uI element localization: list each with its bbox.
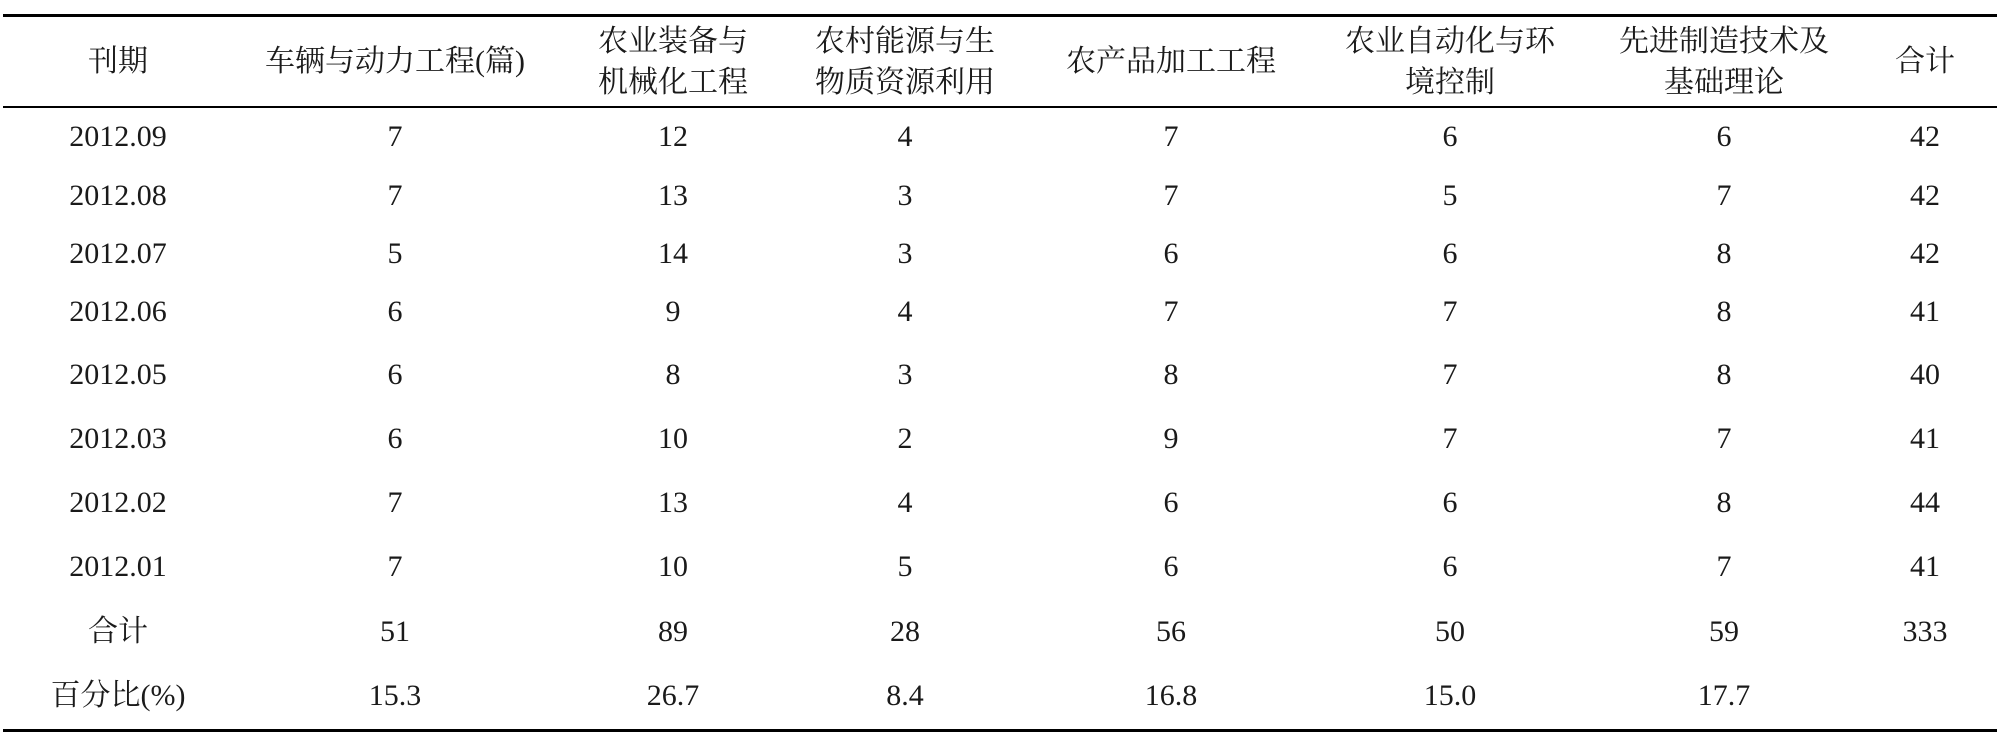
column-header bbox=[1584, 17, 1864, 106]
row-label-cell: 2012.01 bbox=[69, 550, 167, 583]
row-label-cell: 百分比(%) bbox=[50, 679, 186, 712]
table-cell: 41 bbox=[1910, 295, 1940, 328]
table-cell: 6 bbox=[1442, 120, 1458, 153]
table-cell: 5 bbox=[387, 237, 403, 270]
table-cell: 41 bbox=[1910, 422, 1940, 455]
column-header-line: 物质资源利用 bbox=[815, 65, 995, 99]
table-cell: 14 bbox=[658, 237, 688, 270]
table-cell: 17.7 bbox=[1697, 679, 1751, 712]
column-header bbox=[1320, 17, 1580, 106]
table-cell: 7 bbox=[387, 120, 403, 153]
table-cell: 6 bbox=[1442, 486, 1458, 519]
column-header-line: 农业自动化与环 bbox=[1345, 24, 1555, 58]
table-cell: 3 bbox=[897, 358, 913, 391]
table-cell: 7 bbox=[387, 179, 403, 212]
table-cell: 56 bbox=[1156, 615, 1186, 648]
table-cell: 8 bbox=[1716, 358, 1732, 391]
table-cell: 7 bbox=[1442, 422, 1458, 455]
column-header-line: 合计 bbox=[1895, 45, 1955, 78]
table-cell: 28 bbox=[890, 615, 920, 648]
table-cell: 10 bbox=[658, 422, 688, 455]
table-cell: 89 bbox=[658, 615, 688, 648]
table-cell: 9 bbox=[1163, 422, 1179, 455]
table-cell: 7 bbox=[1442, 295, 1458, 328]
table-cell: 51 bbox=[380, 615, 410, 648]
column-header bbox=[795, 17, 1015, 106]
table-cell: 6 bbox=[1442, 237, 1458, 270]
column-header bbox=[1041, 17, 1301, 106]
table-cell: 7 bbox=[1442, 358, 1458, 391]
table-cell: 5 bbox=[1442, 179, 1458, 212]
table-cell: 15.3 bbox=[368, 679, 422, 712]
table-cell: 13 bbox=[658, 486, 688, 519]
table-cell: 6 bbox=[1716, 120, 1732, 153]
table-cell: 12 bbox=[658, 120, 688, 153]
table-header-rule bbox=[3, 106, 1997, 108]
row-label-cell: 2012.05 bbox=[69, 358, 167, 391]
table-cell: 8 bbox=[1716, 237, 1732, 270]
table-cell: 7 bbox=[1163, 179, 1179, 212]
table-cell: 7 bbox=[1716, 422, 1732, 455]
table-cell: 15.0 bbox=[1423, 679, 1477, 712]
table-cell: 3 bbox=[897, 179, 913, 212]
table-cell: 59 bbox=[1709, 615, 1739, 648]
row-label-cell: 2012.09 bbox=[69, 120, 167, 153]
table-cell: 8 bbox=[1716, 486, 1732, 519]
table-cell: 44 bbox=[1910, 486, 1940, 519]
table-cell: 6 bbox=[387, 422, 403, 455]
column-header-line: 农业装备与 bbox=[598, 24, 748, 58]
table-cell: 8.4 bbox=[886, 679, 924, 712]
table-cell: 8 bbox=[665, 358, 681, 391]
table-cell: 2 bbox=[897, 422, 913, 455]
table-cell: 7 bbox=[387, 550, 403, 583]
row-label-cell: 2012.03 bbox=[69, 422, 167, 455]
table-cell: 13 bbox=[658, 179, 688, 212]
table-cell: 6 bbox=[1442, 550, 1458, 583]
column-header-line: 车辆与动力工程(篇) bbox=[265, 45, 525, 78]
table-cell: 16.8 bbox=[1144, 679, 1198, 712]
column-header bbox=[245, 17, 545, 106]
column-header-line: 刊期 bbox=[88, 45, 148, 78]
table-bottom-rule bbox=[3, 729, 1997, 732]
column-header-line: 先进制造技术及 bbox=[1619, 24, 1829, 58]
column-header-line: 机械化工程 bbox=[598, 65, 748, 99]
table-cell: 9 bbox=[665, 295, 681, 328]
row-label-cell: 2012.02 bbox=[69, 486, 167, 519]
table-cell: 6 bbox=[1163, 486, 1179, 519]
table-cell: 3 bbox=[897, 237, 913, 270]
table-cell: 6 bbox=[387, 295, 403, 328]
table-cell: 42 bbox=[1910, 179, 1940, 212]
row-label-cell: 2012.06 bbox=[69, 295, 167, 328]
table-cell: 26.7 bbox=[646, 679, 700, 712]
table-cell: 7 bbox=[1716, 550, 1732, 583]
table-cell: 333 bbox=[1902, 615, 1948, 648]
table-cell: 7 bbox=[1163, 120, 1179, 153]
column-header bbox=[8, 17, 228, 106]
table-cell: 50 bbox=[1435, 615, 1465, 648]
table-cell: 10 bbox=[658, 550, 688, 583]
table-cell: 8 bbox=[1163, 358, 1179, 391]
column-header-line: 基础理论 bbox=[1664, 65, 1784, 99]
table-cell: 7 bbox=[387, 486, 403, 519]
table-cell: 6 bbox=[1163, 237, 1179, 270]
table-cell: 4 bbox=[897, 120, 913, 153]
table-cell: 6 bbox=[387, 358, 403, 391]
row-label-cell: 合计 bbox=[88, 615, 148, 648]
column-header bbox=[1865, 17, 1985, 106]
table-cell: 4 bbox=[897, 295, 913, 328]
table-cell: 5 bbox=[897, 550, 913, 583]
column-header bbox=[563, 17, 783, 106]
table-cell: 7 bbox=[1716, 179, 1732, 212]
table-cell: 40 bbox=[1910, 358, 1940, 391]
table-cell: 4 bbox=[897, 486, 913, 519]
table-cell: 41 bbox=[1910, 550, 1940, 583]
table-cell: 7 bbox=[1163, 295, 1179, 328]
column-header-line: 境控制 bbox=[1405, 65, 1495, 99]
table-cell: 8 bbox=[1716, 295, 1732, 328]
row-label-cell: 2012.08 bbox=[69, 179, 167, 212]
table-cell: 42 bbox=[1910, 237, 1940, 270]
table-cell: 42 bbox=[1910, 120, 1940, 153]
column-header-line: 农产品加工工程 bbox=[1066, 45, 1276, 78]
table-cell: 6 bbox=[1163, 550, 1179, 583]
row-label-cell: 2012.07 bbox=[69, 237, 167, 270]
column-header-line: 农村能源与生 bbox=[815, 24, 995, 58]
